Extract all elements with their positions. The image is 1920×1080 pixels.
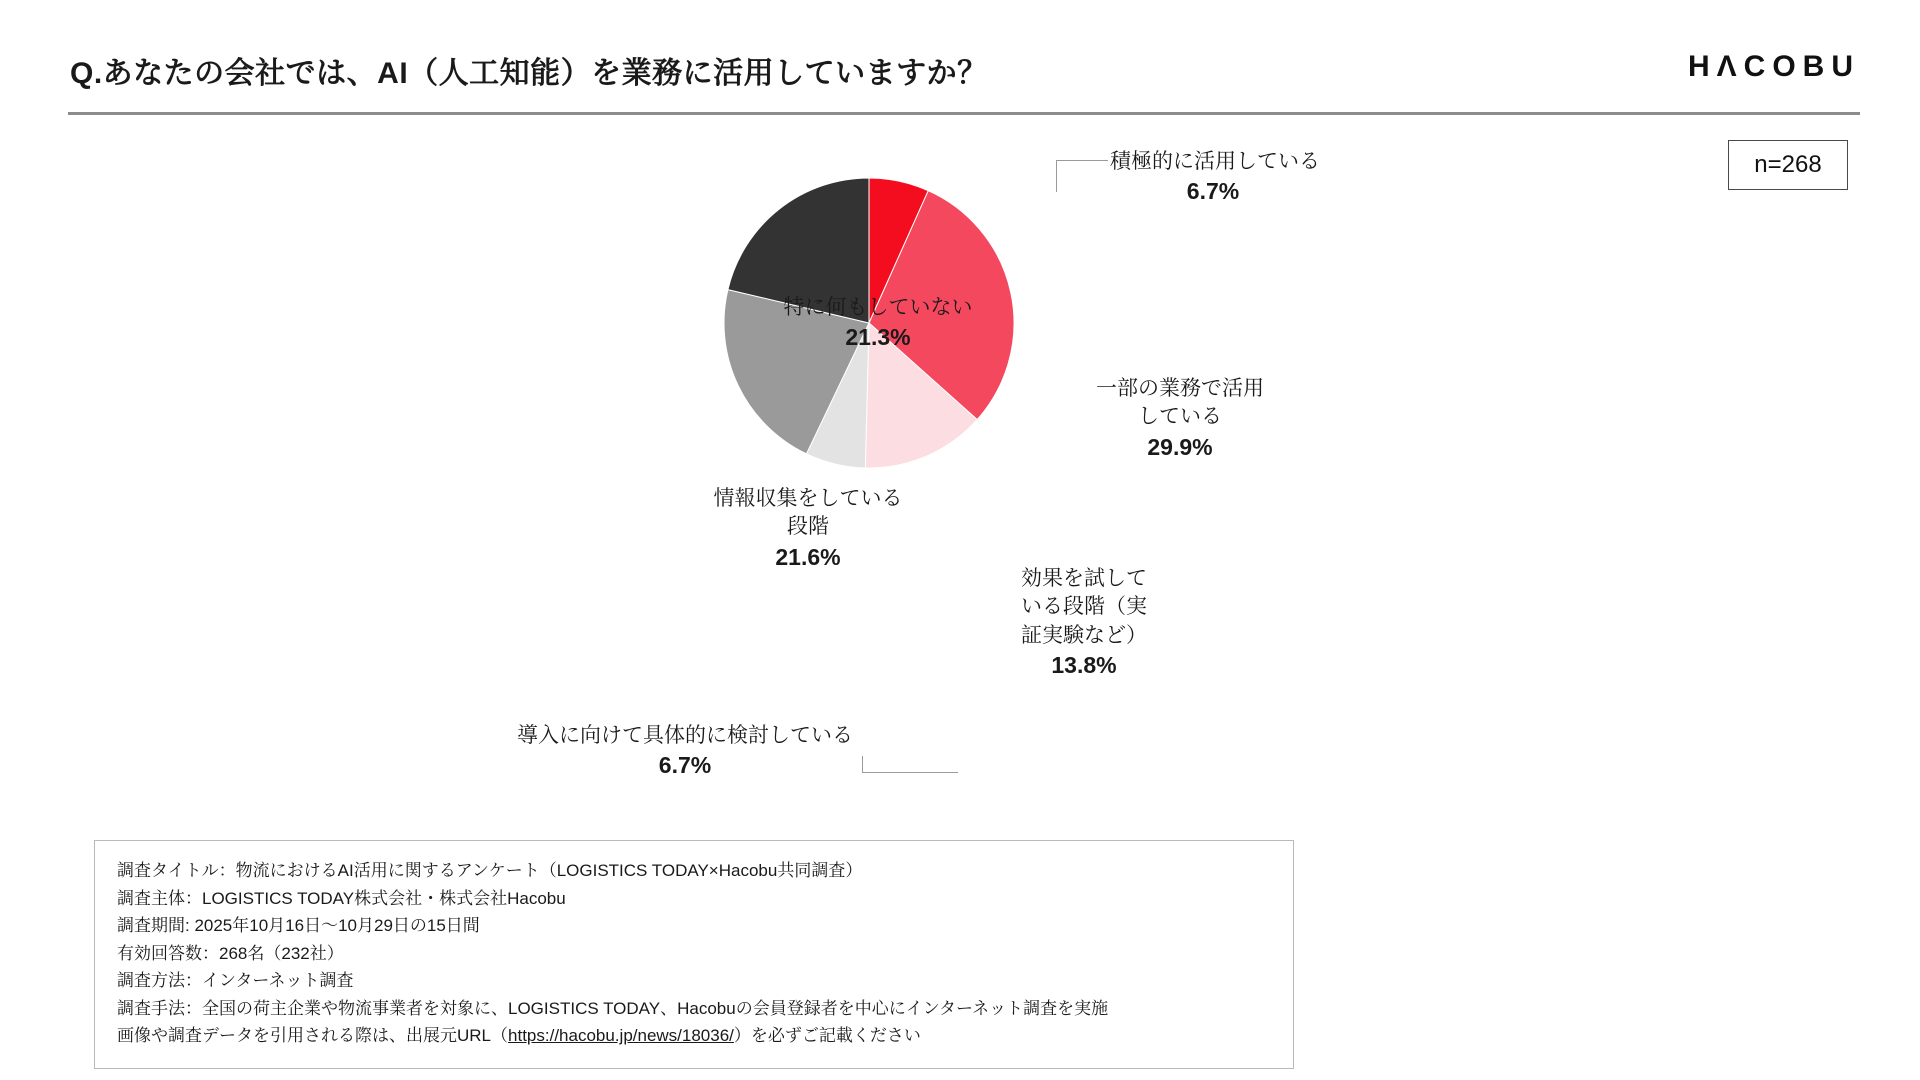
pie-label-1 [1080,375,1280,463]
pie-label-1-text-line1: 一部の業務で活用 [1096,377,1264,400]
hacobu-logo: HΛCOBU [1687,50,1860,83]
leader-line-0-vertical [1056,160,1057,192]
pie-label-4-text-line2: 段階 [787,515,829,539]
leader-line-0-horizontal [1056,160,1108,161]
note-line-title: 調査タイトル：物流におけるAI活用に関するアンケート（LOGISTICS TODAY×Hacobu共同調査） [117,861,863,880]
pie-label-5-value: 21.3% [845,324,911,351]
pie-label-0-text: 積極的に活用している [1110,150,1320,173]
pie-label-4 [700,485,916,573]
note-citation-post: ）を必ずご記載ください [733,1026,921,1046]
pie-label-2-text-line2: いる段階（実 [1021,595,1147,619]
pie-label-5 [770,294,986,353]
survey-notes-box [94,840,1294,1069]
source-url-link[interactable]: https://hacobu.jp/news/18036/ [508,1026,734,1046]
pie-label-3-text: 導入に向けて具体的に検討している [517,724,853,747]
header-divider [68,112,1860,115]
pie-label-0-value: 6.7% [1186,178,1240,205]
pie-label-0 [1110,148,1340,207]
pie-label-5-text: 特に何もしていない [783,296,973,319]
slide-header [70,40,1860,110]
sample-size-badge: n=268 [1728,140,1848,190]
pie-label-2-text-line3: 証実験など） [1021,623,1147,647]
pie-label-3-value: 6.7% [658,752,712,779]
leader-line-3-horizontal [862,772,958,773]
note-line-approach: 調査手法：全国の荷主企業や物流事業者を対象に、LOGISTICS TODAY、Hacobuの会員登録者を中心にインターネット調査を実施 [117,998,1109,1018]
note-citation-pre: 画像や調査データを引用される際は、出展元URL（ [117,1026,509,1046]
note-line-owner: 調査主体：LOGISTICS TODAY株式会社・株式会社Hacobu [117,888,566,908]
pie-label-2 [1010,565,1158,681]
note-line-period: 調査期間: 2025年10月16日〜10月29日の15日間 [117,916,480,936]
note-line-citation [117,1022,1273,1050]
pie-label-4-text-line1: 情報収集をしている [713,487,903,510]
note-line-method: 調査方法：インターネット調査 [117,971,354,991]
pie-label-4-value: 21.6% [775,543,841,570]
pie-label-1-value: 29.9% [1147,433,1213,460]
pie-label-2-text-line1: 効果を試して [1021,567,1147,590]
note-line-responses: 有効回答数：268名（232社） [117,943,344,963]
pie-label-3 [500,722,870,781]
page-title: Q.あなたの会社では、AI（人工知能）を業務に活用していますか？ [70,57,988,90]
pie-label-1-text-line2: している [1138,405,1222,429]
pie-label-2-value: 13.8% [1051,652,1117,679]
